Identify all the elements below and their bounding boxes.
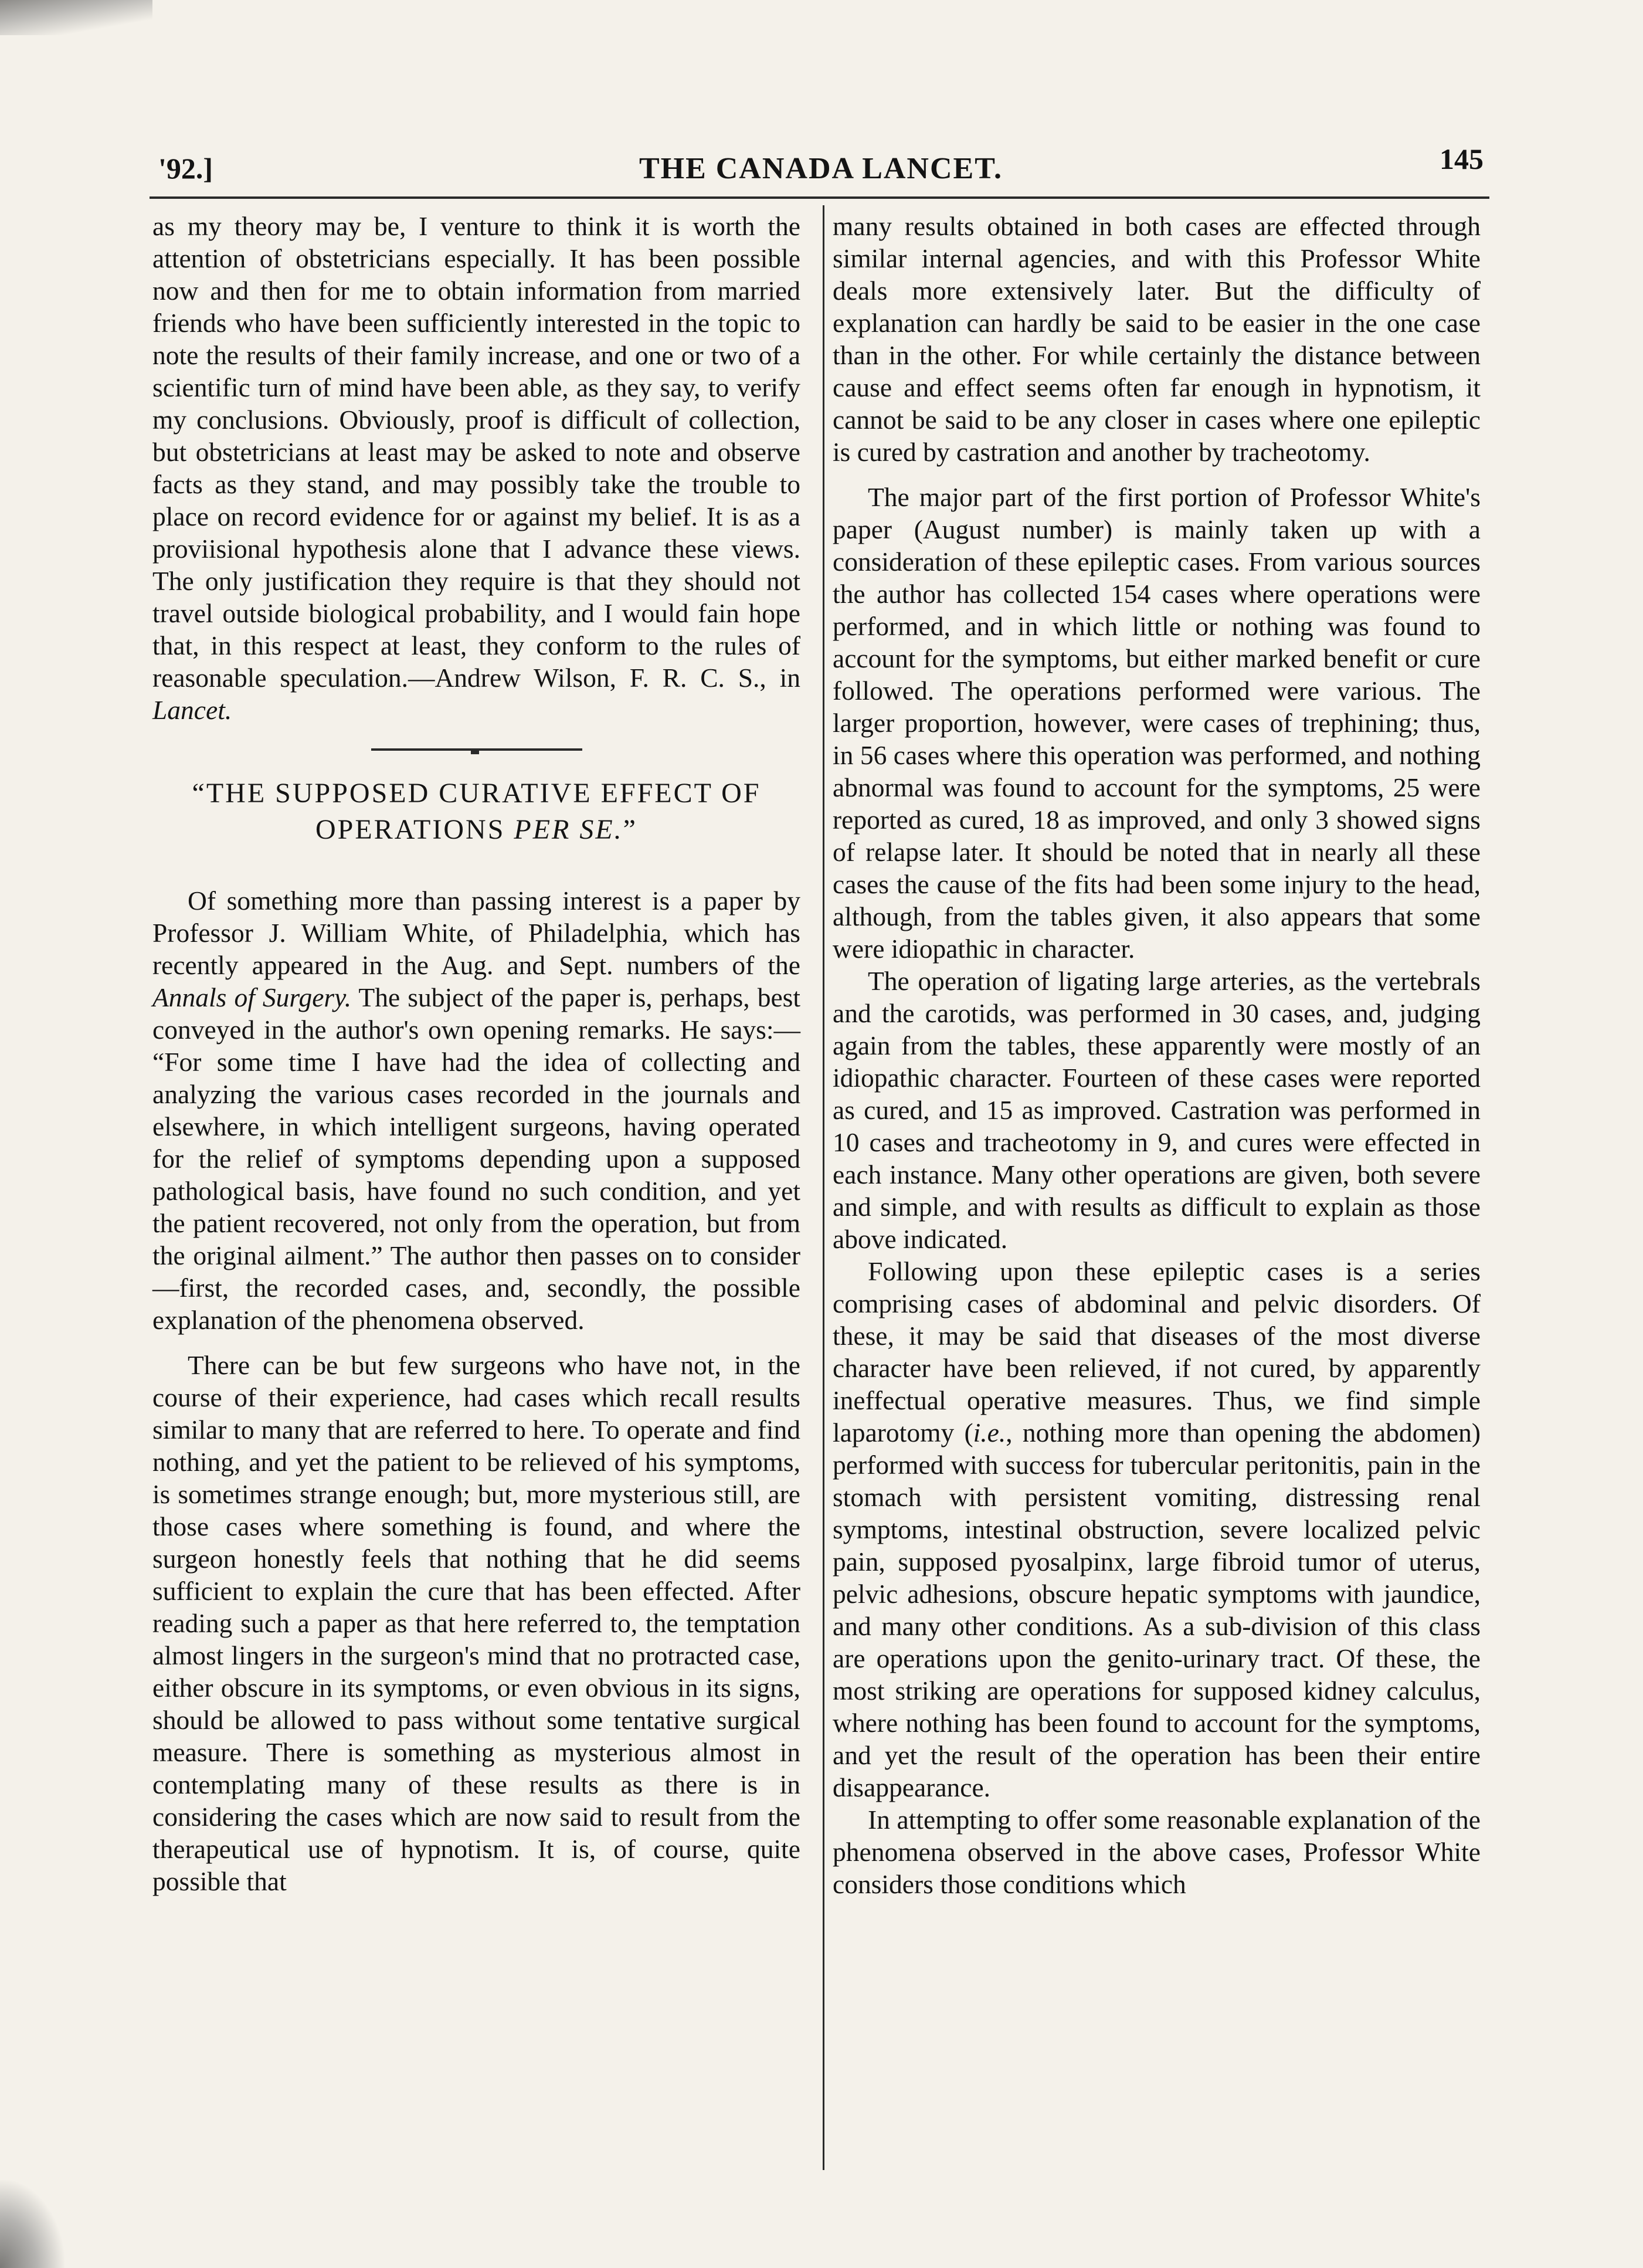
header-year: '92.] (158, 152, 213, 185)
paragraph: There can be but few surgeons who have not, in the course of their experience, had cases which recall results similar to many that are referred to here. To operate and find nothing, and yet the patient to be relieved of his symptoms, is sometimes strange enough; but, more mysterious still, are those cases where something is found, and where the surgeon honestly feels that nothing that he did seems sufficient to explain the cure that has been effected. After reading such a paper as that here referred to, the temptation almost lingers in the surgeon's mind that no protracted case, either obscure in its symptoms, or even obvious in its signs, should be allowed to pass without some tentative surgical measure. There is something as mysterious almost in contemplating many of these results as there is in considering the cases which are now said to result from the therapeutical use of hypnotism. It is, of course, quite possible that (152, 1350, 800, 1896)
paragraph: Of something more than passing interest is a paper by Professor J. William White, of Philadelphia, which has recently appeared in the Aug. and Sept. numbers of the Annals of Surgery. The subject of the paper is, perhaps, best conveyed in the author's own opening remarks. He says:— “For some time I have had the idea of collecting and analyzing the various cases recorded in the journals and elsewhere, in which intelligent surgeons, having operated for the relief of symptoms depending upon a supposed pathological basis, have found no such condition, and yet the patient recovered, not only from the operation, but from the original ailment.” The author then passes on to consider—first, the recorded cases, and, secondly, the possible explanation of the phenomena observed. (152, 886, 801, 1335)
journal-title: THE CANADA LANCET. (639, 152, 1003, 185)
column-rule (823, 205, 824, 2170)
page-edge-shadow-bottom (0, 2180, 65, 2268)
header-rule (150, 196, 1489, 199)
page-number: 145 (1440, 143, 1484, 175)
running-header (147, 141, 1495, 194)
paragraph: as my theory may be, I venture to think it is worth the attention of obstetricians especially. It has been possible now and then for me to obtain information from married friends who have been sufficiently interested in the topic to note the results of their family increase, and one or two of a scientific turn of mind have been able, as they say, to verify my conclusions. Obviously, proof is difficult of collection, but obstetricians at least may be asked to note and observe facts as they stand, and may possibly take the trouble to place on record evidence for or against my belief. It is as a proviisional hypothesis alone that I advance these views. The only justification they require is that they should not travel outside biological probability, and I would fain hope that, in this respect at least, they conform to the rules of reasonable speculation.—Andrew Wilson, F. R. C. S., in Lancet. (152, 211, 800, 725)
left-column (152, 210, 800, 1897)
paragraph: In attempting to offer some reasonable explanation of the phenomena observed in the above cases, Professor White considers those conditions which (833, 1805, 1481, 1899)
page-edge-shadow-top (0, 0, 152, 35)
section-separator (371, 748, 582, 751)
source-italic: Lancet. (152, 695, 232, 725)
paragraph: many results obtained in both cases are effected through similar internal agencies, and with this Professor White deals more extensively later. But the difficulty of explanation can hardly be said to be easier in the one case than in the other. For while certainly the distance between cause and effect seems often far enough in hypnotism, it cannot be said to be any closer in cases where one epileptic is cured by castration and another by tracheotomy. (833, 211, 1481, 467)
paragraph: Following upon these epileptic cases is a series comprising cases of abdominal and pelvic disorders. Of these, it may be said that diseases of the most diverse character have been relieved, if not cured, by apparently ineffectual operative measures. Thus, we find simple laparotomy (i.e., nothing more than opening the abdomen) performed with success for tubercular peritonitis, pain in the stomach with persistent vomiting, distressing renal symptoms, intestinal obstruction, severe localized pelvic pain, supposed pyosalpinx, large fibroid tumor of uterus, pelvic adhesions, obscure hepatic symptoms with jaundice, and many other conditions. As a sub-division of this class are operations upon the genito-urinary tract. Of these, the most striking are operations for supposed kidney calculus, where nothing has been found to account for the symptoms, and yet the result of the operation has been their entire disappearance. (833, 1256, 1481, 1802)
journal-name-italic: Annals of Surgery. (152, 982, 352, 1012)
paragraph: The operation of ligating large arteries, as the vertebrals and the carotids, was performed in 30 cases, and, judging again from the tables, these apparently were mostly of an idiopathic character. Fourteen of these cases were reported as cured, and 15 as improved. Castration was performed in 10 cases and tracheotomy in 9, and cures were effected in each instance. Many other operations are given, both severe and simple, and with results as difficult to explain as those above indicated. (833, 966, 1481, 1254)
right-column (833, 210, 1481, 1900)
article-title: “THE SUPPOSED CURATIVE EFFECT OF OPERATIONS PER SE.” (192, 778, 761, 845)
paragraph: The major part of the first portion of Professor White's paper (August number) is mainly taken up with a consideration of these epileptic cases. From various sources the author has collected 154 cases where operations were performed, and in which little or nothing was found to account for the symptoms, but either marked benefit or cure followed. The operations performed were various. The larger proportion, however, were cases of trephining; thus, in 56 cases where this operation was performed, and nothing abnormal was found to account for the symptoms, 25 were reported as cured, 18 as improved, and only 3 showed signs of relapse later. It should be noted that in nearly all these cases the cause of the fits had been some injury to the head, although, from the tables given, it also appears that some were idiopathic in character. (833, 482, 1481, 964)
